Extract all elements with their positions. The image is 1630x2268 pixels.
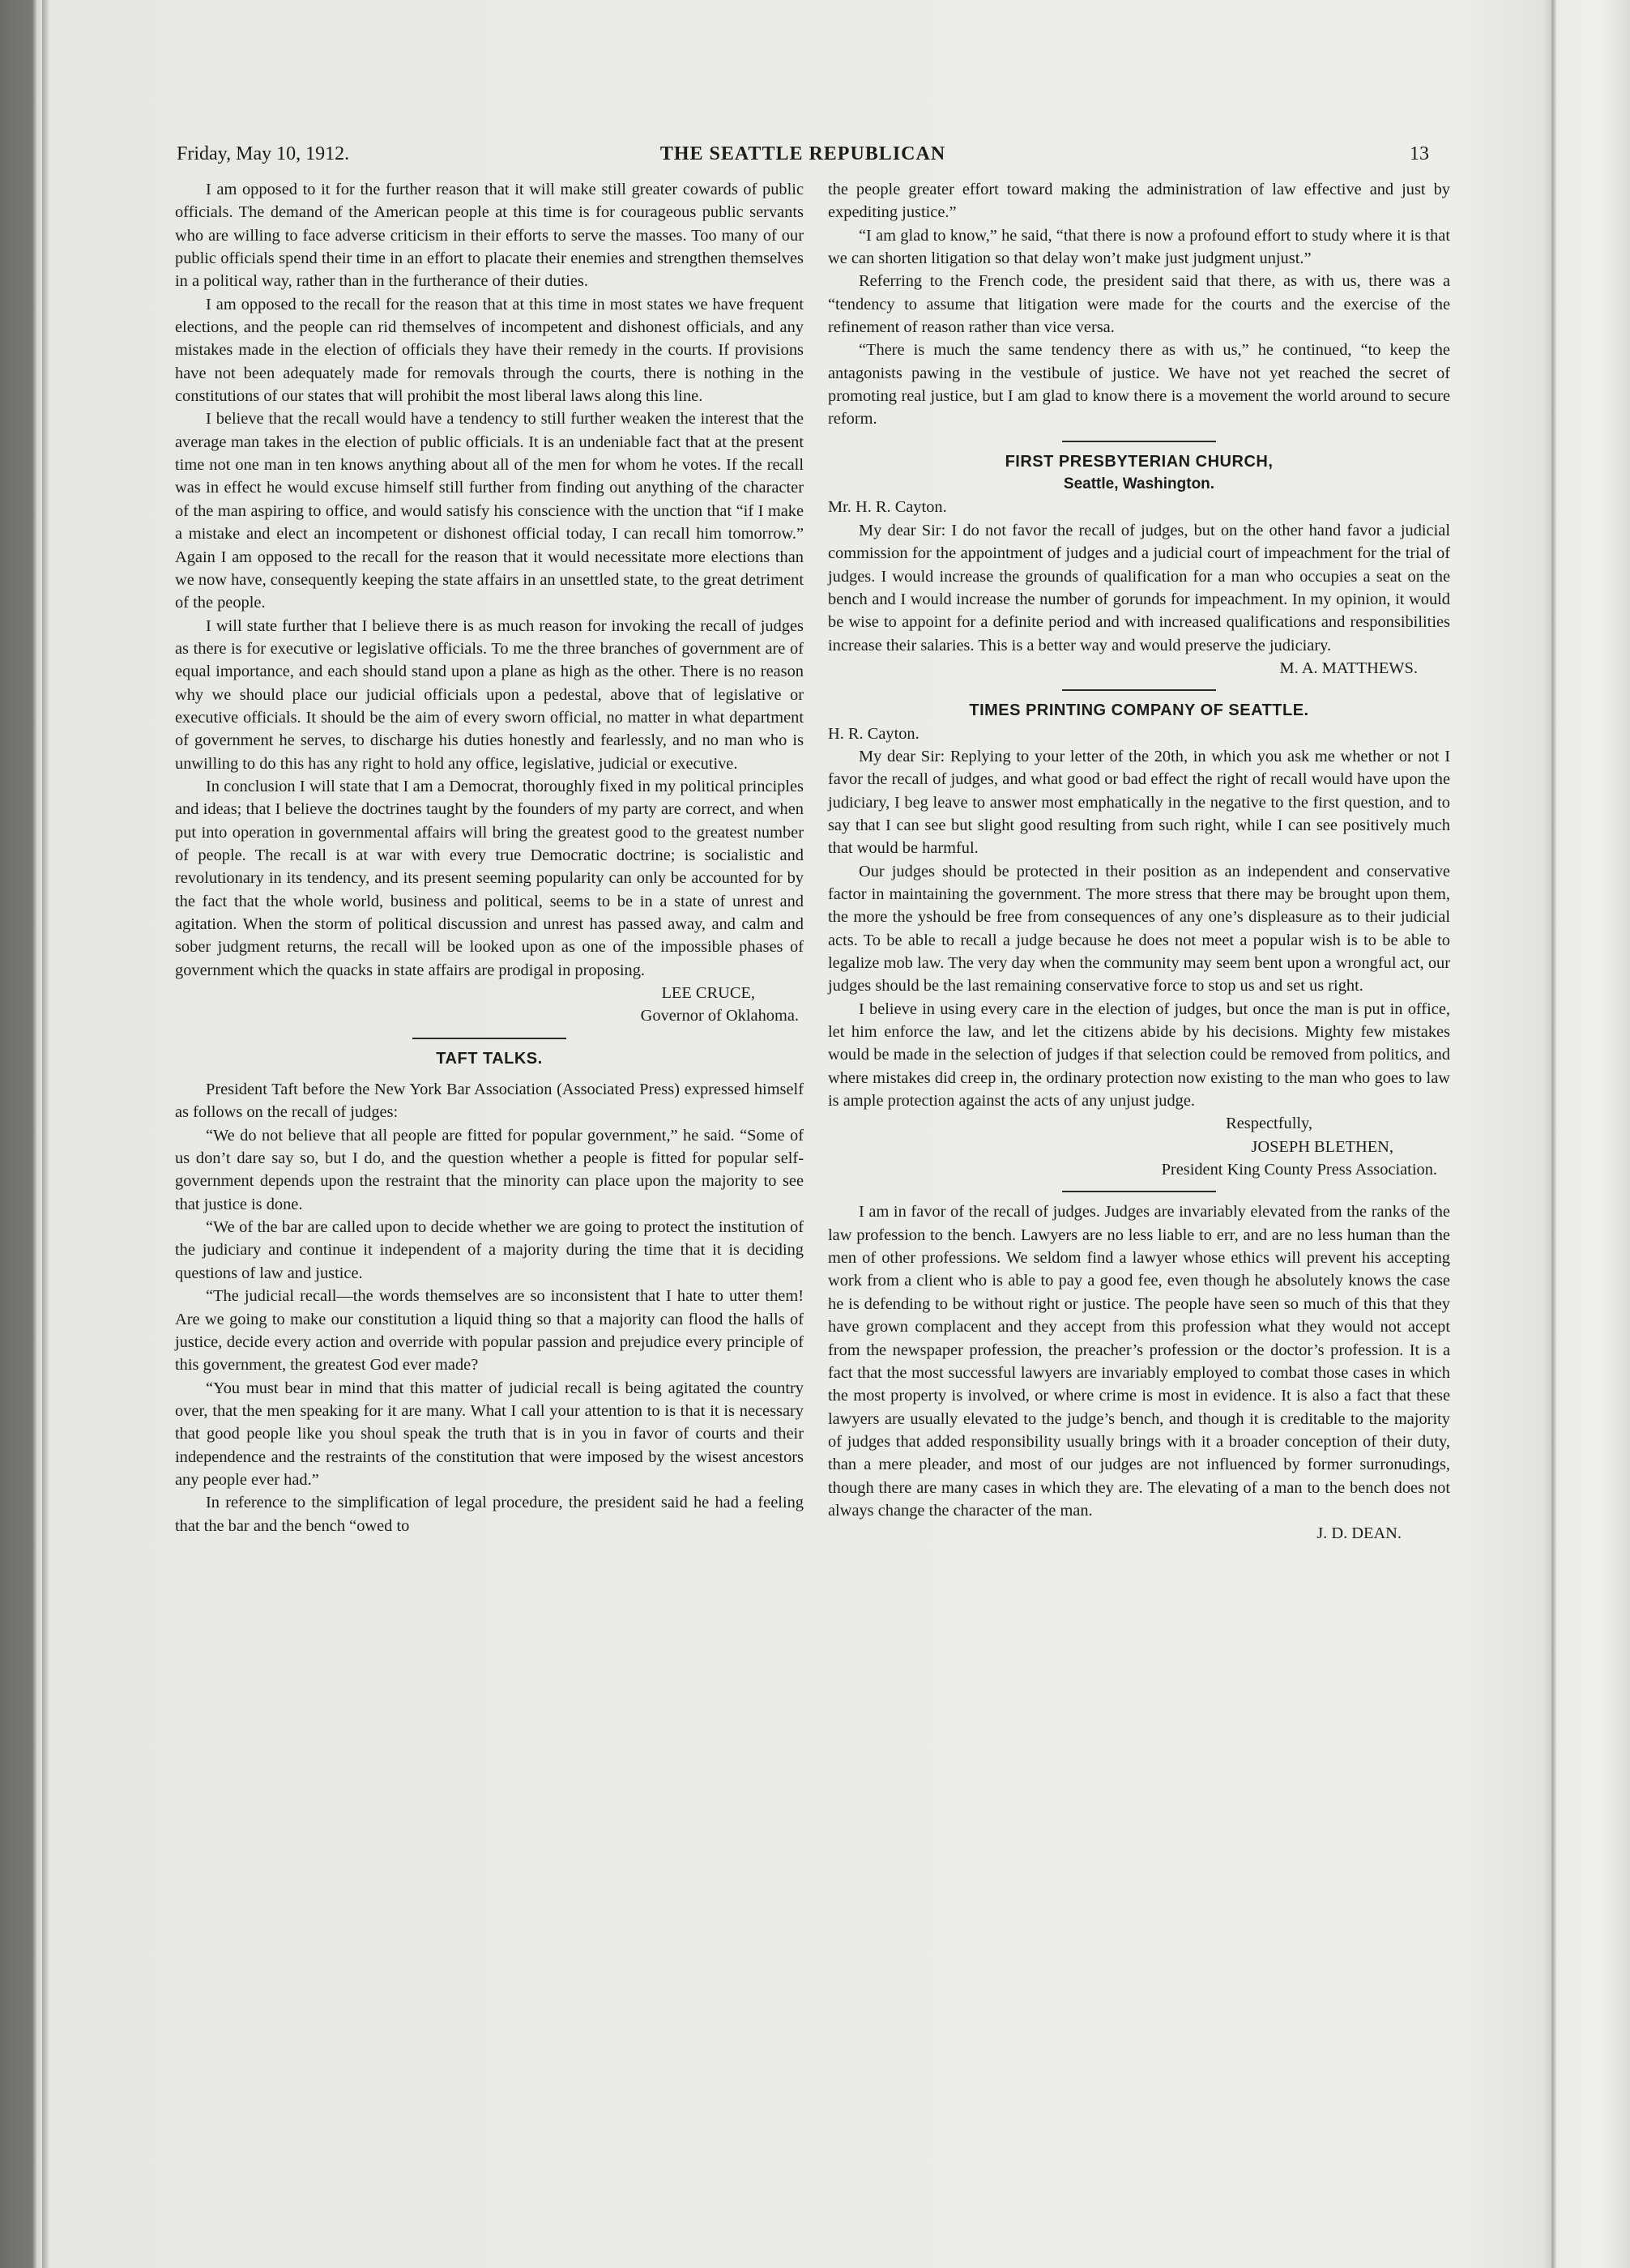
paragraph: My dear Sir: I do not favor the recall of judges, but on the other hand favor a judicial commission for the appointment of judges and a judicial court of impeachment for the trial of judges. I would increase the grounds of qualification for a man who occupies a seat on the bench and I would increase the number of gorunds for impeachment. In my opinion, it would be wise to appoint for a definite period and with increased qualifications and responsibilities increase their salaries. This is a better way and would preserve the judiciary. <box>828 521 1450 654</box>
page-header <box>177 138 1429 170</box>
signature-title: Governor of Oklahoma. <box>640 1007 799 1025</box>
salutation: H. R. Cayton. <box>828 724 920 743</box>
paragraph: I believe that the recall would have a tendency to still further weaken the interest that the average man takes in the election of public officials. It is an undeniable fact that at the present time not one man in ten knows anything about all of the men for whom he votes. If the recall was in effect he would excuse himself still further from finding out anything of the character of the man aspiring to office, and would satisfy his conscience with the unction that “if I make a mistake and elect an incompetent or dishonest official today, I can recall him tomorrow.” Again I am opposed to the recall for the reason that it would necessitate more elections than we now have, consequently keeping the state affairs in an unsettled state, to the great detriment of the people. <box>175 410 804 612</box>
salutation: Mr. H. R. Cayton. <box>828 498 947 517</box>
paragraph: “You must bear in mind that this matter of judicial recall is being agitated the country over, that the men speaking for it are many. What I call your attention to is that it is necessary that good people like you shoul speak the truth that is in you in favor of courts and their independence and the restraints of the constitution that were imposed by the wisest ancestors any people ever had.” <box>175 1379 804 1489</box>
paragraph: “We do not believe that all people are fitted for popular government,” he said. “Some of us don’t dare say so, but I do, and the question whether a people is fitted for popular self-government depends upon the restraint that the minority can place upon the majority to see that justice is done. <box>175 1126 804 1213</box>
issue-date: Friday, May 10, 1912. <box>177 143 350 164</box>
headline: TIMES PRINTING COMPANY OF SEATTLE. <box>969 701 1309 720</box>
times-printing-letter <box>828 699 1450 1181</box>
paragraph: I am in favor of the recall of judges. Judges are invariably elevated from the ranks of the law profession to the bench. Lawyers are no less liable to err, and are no less human than the men of other professions. We seldom find a lawyer whose ethics will prevent his accepting work from a client who is able to pay a good fee, even though he absolutely knows the case he is defending to be without right or justice. The people have seen so much of this that they have grown complacent and they accept from this profession what they would not accept from the newspaper profession, the preacher’s profession or the doctor’s profession. It is a fact that the most successful lawyers are invariably employed to combat those cases in which the most property is involved, or where crime is most in evidence. It is also a fact that these lawyers are usually elevated to the judge’s bench, and though it is creditable to the majority of judges that added responsibility usually brings with it a broader conception of their duty, than a mere pleader, and most of our judges are not influenced by former surronudings, though there are many cases in which they are. The elevating of a man to the bench does not always change the character of the man. <box>828 1203 1450 1520</box>
paragraph: Referring to the French code, the president said that there, as with us, there was a “tendency to assume that litigation were made for the courts and the exercise of the refinement of reason rather than vice versa. <box>828 272 1450 337</box>
page-number: 13 <box>1410 143 1429 164</box>
paragraph: I am opposed to the recall for the reason that at this time in most states we have frequent elections, and the people can rid themselves of incompetent and dishonest officials, and any mistakes made in the election of officials they have their remedy in the courts. If provisions have not been adequately made for removals through the courts, there is nothing in the constitutions of our states that will prohibit the most liberal laws along this line. <box>175 295 804 406</box>
signature-name: JOSEPH BLETHEN, <box>1251 1137 1393 1156</box>
section-divider <box>1062 441 1216 442</box>
closing: Respectfully, <box>1226 1115 1312 1133</box>
signature-name: M. A. MATTHEWS. <box>1279 659 1418 677</box>
section-divider <box>1062 1191 1216 1192</box>
taft-talks-continued <box>828 178 1450 431</box>
signature-title: President King County Press Association. <box>1161 1161 1437 1179</box>
right-column <box>828 178 1450 1545</box>
paragraph: President Taft before the New York Bar Association (Associated Press) expressed himself as follows on the recall of judges: <box>175 1081 804 1122</box>
paragraph: “The judicial recall—the words themselves are so inconsistent that I hate to utter them! Are we going to make our constitution a liquid thing so that a majority can flood the halls of justice, decide every action and override with popular passion and prejudice every principle of this government, the greatest God ever made? <box>175 1287 804 1375</box>
paragraph: Our judges should be protected in their position as an independent and conservative factor in maintaining the government. The more stress that there may be brought upon them, the more the yshould be free from consequences of any one’s displeasure as to their judicial acts. To be able to recall a judge because he does not meet a popular wish is to be able to legalize mob law. The very day when the community may seem bent upon a wrongful act, our judges should be the last remaining conservative force to stop us and set us right. <box>828 862 1450 995</box>
paragraph: the people greater effort toward making the administration of law effective and just by expediting justice.” <box>828 181 1450 222</box>
section-divider <box>1062 689 1216 691</box>
paragraph: In reference to the simplification of legal procedure, the president said he had a feeling that the bar and the bench “owed to <box>175 1494 804 1535</box>
page-fold-shadow <box>1551 0 1556 2268</box>
paragraph: I believe in using every care in the election of judges, but once the man is put in office, let him enforce the law, and let the citizens abide by his decisions. Mighty few mistakes would be made in the selection of judges if that selection could be removed from politics, and where mistakes did creep in, the ordinary protection now existing to the man who goes to law is ample protection against the acts of any unjust judge. <box>828 1000 1450 1111</box>
page-binding-shadow <box>42 0 50 2268</box>
paragraph: “There is much the same tendency there as with us,” he continued, “to keep the antagonists pawing in the vestibule of justice. We have not yet reached the secret of promoting real justice, but I am glad to know there is a movement the world around to secure reform. <box>828 341 1450 428</box>
signature-name: LEE CRUCE, <box>661 984 755 1003</box>
subheadline: Seattle, Washington. <box>1063 475 1215 493</box>
paragraph: I am opposed to it for the further reason that it will make still greater cowards of public officials. The demand of the American people at this time is for courageous public servants who are willing to face adverse criticism in their efforts to serve the masses. Too many of our public officials spend their time in an effort to placate their enemies and strengthen themselves in a political way, rather than in the furtherance of their duties. <box>175 181 804 291</box>
dean-letter <box>828 1200 1450 1545</box>
headline: TAFT TALKS. <box>436 1049 543 1068</box>
signature-name: J. D. DEAN. <box>1316 1524 1402 1543</box>
paragraph: I will state further that I believe there is as much reason for invoking the recall of judges as there is for executive or legislative officials. To me the three branches of government are of equal importance, and each should stand upon a plane as high as the other. There is no reason why we should place our judicial officials upon a pedestal, above that of legislative or executive officials. It should be the aim of every sworn official, no matter in what department of government he serves, to discharge his duties honestly and fearlessly, and no man who is unwilling to do this has any right to hold any office, legislative, judicial or executive. <box>175 616 804 773</box>
section-divider <box>412 1038 566 1039</box>
paragraph: In conclusion I will state that I am a Democrat, thoroughly fixed in my political principles and ideas; that I believe the doctrines taught by the founders of my party are correct, and when put into operation in governmental affairs will bring the greatest good to the greatest number of people. The recall is at war with every true Democratic doctrine; is socialistic and revolutionary in its tendency, and its present seeming popularity can only be accounted for by the fact that the whole world, business and political, seems to be in a state of unrest and agitation. When the storm of political discussion and unrest has passed away, and calm and sober judgment returns, the recall will be looked upon as one of the impossible phases of government which the quacks in state affairs are prodigal in proposing. <box>175 777 804 979</box>
paragraph: “I am glad to know,” he said, “that there is now a profound effort to study where it is that we can shorten litigation so that delay won’t make just judgment unjust.” <box>828 226 1450 268</box>
headline: FIRST PRESBYTERIAN CHURCH, <box>1005 452 1274 471</box>
paragraph: My dear Sir: Replying to your letter of the 20th, in which you ask me whether or not I favor the recall of judges, and what good or bad effect the right of recall would have upon the judiciary, I beg leave to answer most emphatically in the negative to the first question, and to say that I can see but slight good resulting from such right, while I can see positively much that would be harmful. <box>828 747 1450 858</box>
paragraph: “We of the bar are called upon to decide whether we are going to protect the institution of the judiciary and continue it independent of a majority during the time that it is deciding questions of law and justice. <box>175 1218 804 1282</box>
taft-talks-article <box>175 1047 804 1537</box>
newspaper-title: THE SEATTLE REPUBLICAN <box>659 143 946 164</box>
cruce-letter <box>175 178 804 1028</box>
left-column <box>175 178 804 1537</box>
presbyterian-letter <box>828 450 1450 680</box>
